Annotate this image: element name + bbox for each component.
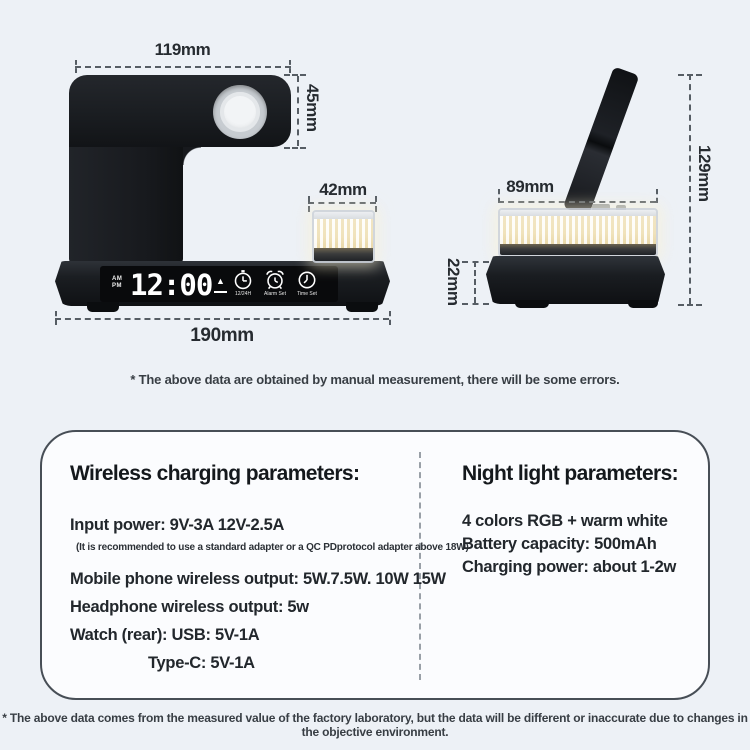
dim-tick (289, 60, 291, 73)
dim-tick (462, 303, 489, 305)
input-power-note: (It is recommended to use a standard adapter or a QC PDprotocol adapter above 18W) (76, 542, 469, 553)
night-light-params-title: Night light parameters: (462, 462, 679, 485)
base-foot (515, 300, 549, 308)
dim-tick (308, 196, 310, 212)
alarm-indicator-icon: ▲ (216, 276, 225, 286)
clock-button-alarm (262, 269, 288, 297)
alarm-clock-icon (262, 269, 288, 291)
night-light-base (500, 244, 656, 255)
dim-tick (284, 74, 306, 76)
pm-label: PM (112, 283, 122, 289)
clock-button-label: Time Set (297, 291, 317, 297)
dim-side-width-line (498, 201, 656, 203)
watch-typec-line: Type-C: 5V-1A (148, 654, 255, 672)
dim-lamp-width-line (308, 202, 376, 204)
clock-display (100, 266, 338, 302)
dim-top-width-label: 119mm (154, 40, 211, 59)
night-light-lid (314, 212, 373, 219)
dim-tick (75, 60, 77, 73)
clock-icon (294, 269, 320, 291)
dim-tick (656, 189, 658, 203)
dim-lamp-width-label: 42mm (319, 180, 367, 199)
dim-tick (375, 196, 377, 212)
dim-side-height-label: 129mm (695, 145, 714, 202)
inner-corner (183, 147, 201, 165)
night-light-cube (312, 210, 375, 263)
time-readout: 12:00 (130, 268, 213, 302)
rgb-colors-line: 4 colors RGB + warm white (462, 512, 668, 530)
night-light-glow (500, 216, 656, 244)
dim-tick (284, 147, 306, 149)
dim-top-width-line (75, 66, 291, 68)
night-light-glow (314, 219, 373, 248)
clock-button-label: Alarm Set (264, 291, 286, 297)
dim-base-width-label: 190mm (190, 325, 254, 346)
dim-base-width-line (55, 318, 389, 320)
spec-panel (40, 430, 710, 700)
battery-capacity-line: Battery capacity: 500mAh (462, 535, 657, 553)
clock-button-label: 12/24H (234, 291, 252, 297)
dim-base-height-label: 22mm (444, 258, 463, 306)
input-power-line: Input power: 9V-3A 12V-2.5A (70, 516, 285, 534)
charger-column (69, 130, 183, 263)
dim-arm-height-line (297, 76, 299, 146)
clock-button-time (294, 269, 320, 297)
clock-button-1224 (230, 269, 256, 297)
phone-stand-arm (563, 66, 640, 216)
meridiem-indicator (112, 276, 122, 290)
base-foot (87, 302, 119, 312)
headphone-output-line: Headphone wireless output: 5w (70, 598, 309, 616)
night-light-base (314, 248, 373, 261)
dim-tick (389, 311, 391, 325)
charging-power-line: Charging power: about 1-2w (462, 558, 677, 576)
dim-arm-height-label: 45mm (303, 84, 322, 132)
alarm-indicator-bar (214, 291, 227, 293)
base-foot (346, 302, 378, 312)
panel-divider (419, 452, 421, 680)
watch-usb-line: Watch (rear): USB: 5V-1A (70, 626, 260, 644)
disclaimer-note: * The above data comes from the measured value of the factory laboratory, but the data will be different or inaccurate due to changes in the objective environment. (2, 711, 748, 739)
side-base (486, 256, 665, 304)
timer-icon (230, 269, 256, 291)
dim-tick (678, 304, 702, 306)
base-foot (628, 300, 658, 308)
am-label: AM (112, 276, 123, 282)
phone-output-line: Mobile phone wireless output: 5W.7.5W. 10W 15W (70, 570, 446, 588)
watch-charger-pad (220, 92, 260, 132)
night-light-side (498, 208, 658, 257)
dim-side-width-label: 89mm (506, 177, 554, 196)
wireless-params-title: Wireless charging parameters: (70, 462, 360, 485)
measurement-note: * The above data are obtained by manual measurement, there will be some errors. (130, 372, 620, 387)
dim-base-height-line (474, 261, 476, 303)
dim-side-height-line (689, 74, 691, 304)
